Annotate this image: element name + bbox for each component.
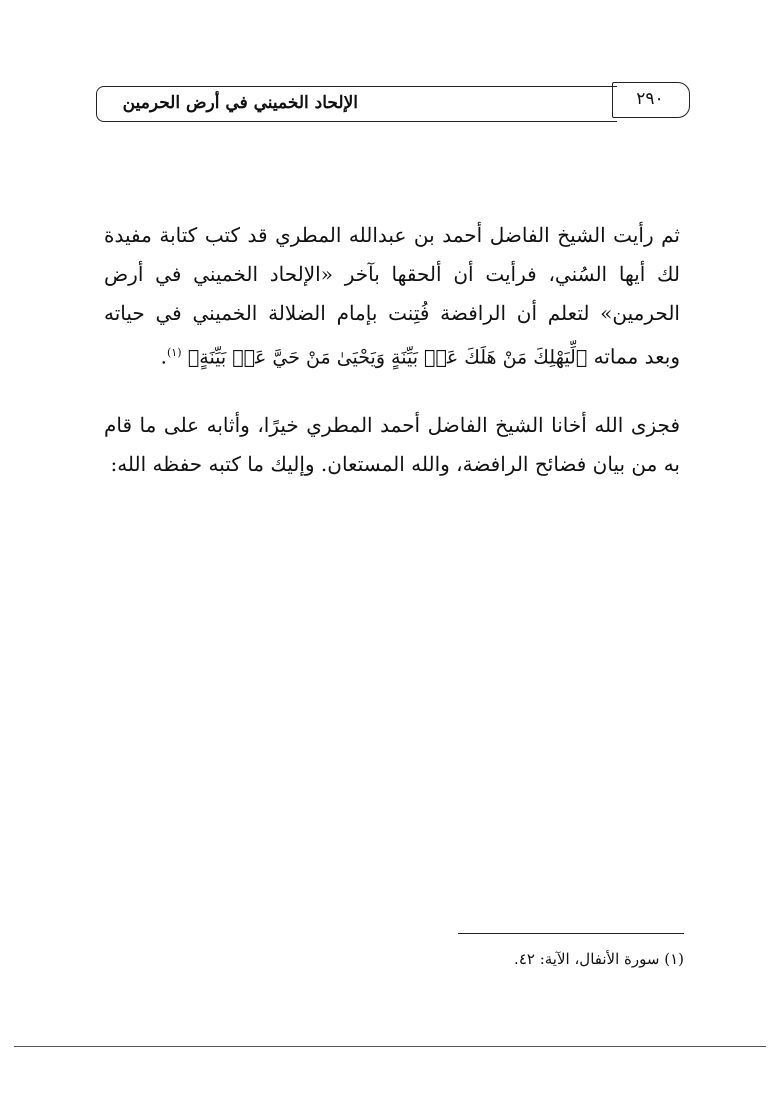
body-paragraph-2 [104,406,680,484]
paragraph-2-text: فجزى الله أخانا الشيخ الفاضل أحمد المطري خيرًا، وأثابه على ما قام به من بيان فضائح الرافضة، والله المستعان. وإليك ما كتبه حفظه الله: [104,413,680,476]
body-paragraph-1 [104,216,680,378]
page-number: ٢٩٠ [636,89,664,109]
footnote-separator [458,933,684,934]
paragraph-1-text: ثم رأيت الشيخ الفاضل أحمد بن عبدالله المطري قد كتب كتابة مفيدة لك أيها السُني، فرأيت أن ألحقها بآخر «الإلحاد الخميني في أرض الحرمين» لتعلم أن الرافضة فُتِنت بإمام الضلالة الخميني في حياته وبعد مماته [104,223,680,369]
quran-verse: ﴿لِّيَهْلِكَ مَنْ هَلَكَ عَنۢ بَيِّنَةٍ وَيَحْيَىٰ مَنْ حَيَّ عَنۢ بَيِّنَةٍ﴾ [187,346,588,369]
footnote-text: (١) سورة الأنفال، الآية: ٤٢. [514,950,684,968]
running-header-title: الإلحاد الخميني في أرض الحرمين [122,93,358,113]
page-bottom-edge [14,1046,766,1047]
footnote-reference: (١) [166,346,182,359]
paragraph-1-end: . [160,344,167,369]
